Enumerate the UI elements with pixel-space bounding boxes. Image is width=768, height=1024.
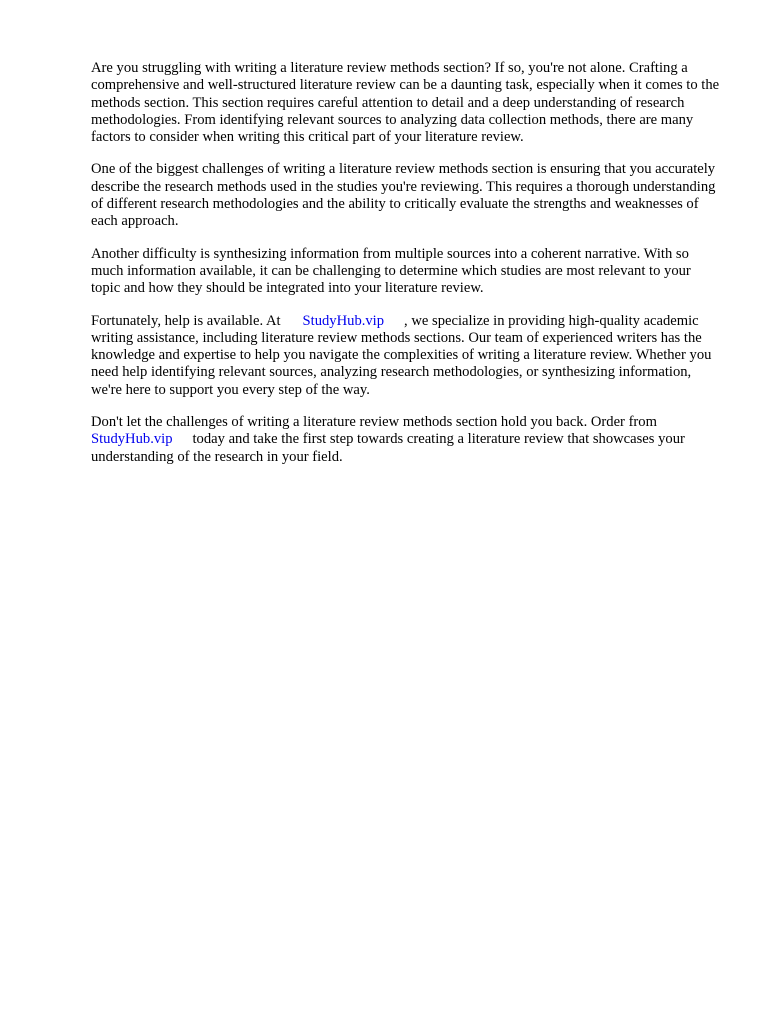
- paragraph-synthesis: Another difficulty is synthesizing information from multiple sources into a coherent narrative. With so much information available, it can be challenging to determine which studies are most relevant to your topic and how they should be integrated into your literature review.: [91, 245, 691, 297]
- studyhub-link-cta[interactable]: StudyHub.vip: [91, 431, 173, 448]
- paragraph-help-rest: , we specialize in providing high-quality academic writing assistance, including literature review methods sections. Our team of experienced writers has the knowledge and expertise to help you navigate the complexities of writing a literature review. Whether you need help identifying relevant sources, analyzing research methodologies, or synthesizing information, we're here to support you every step of the way.: [91, 312, 712, 398]
- paragraph-cta-rest: today and take the first step towards creating a literature review that showcases your understanding of the research in your field.: [91, 431, 685, 465]
- paragraph-help: [91, 313, 721, 399]
- paragraph-cta: [91, 414, 721, 466]
- paragraph-help-lead: Fortunately, help is available. At: [91, 312, 281, 329]
- paragraph-intro: Are you struggling with writing a literature review methods section? If so, you're not alone. Crafting a comprehensive and well-structured literature review can be a daunting task, especially when it comes to the methods section. This section requires careful attention to detail and a deep understanding of research methodologies. From identifying relevant sources to analyzing data collection methods, there are many factors to consider when writing this critical part of your literature review.: [91, 60, 720, 146]
- paragraph-challenges: One of the biggest challenges of writing a literature review methods section is ensuring that you accurately describe the research methods used in the studies you're reviewing. This requires a thorough understanding of different research methodologies and the ability to critically evaluate the strengths and weaknesses of each approach.: [91, 161, 716, 230]
- paragraph-cta-lead: Don't let the challenges of writing a literature review methods section hold you back. Order from: [91, 414, 657, 431]
- document-body: [91, 60, 721, 481]
- studyhub-link[interactable]: StudyHub.vip: [302, 312, 385, 329]
